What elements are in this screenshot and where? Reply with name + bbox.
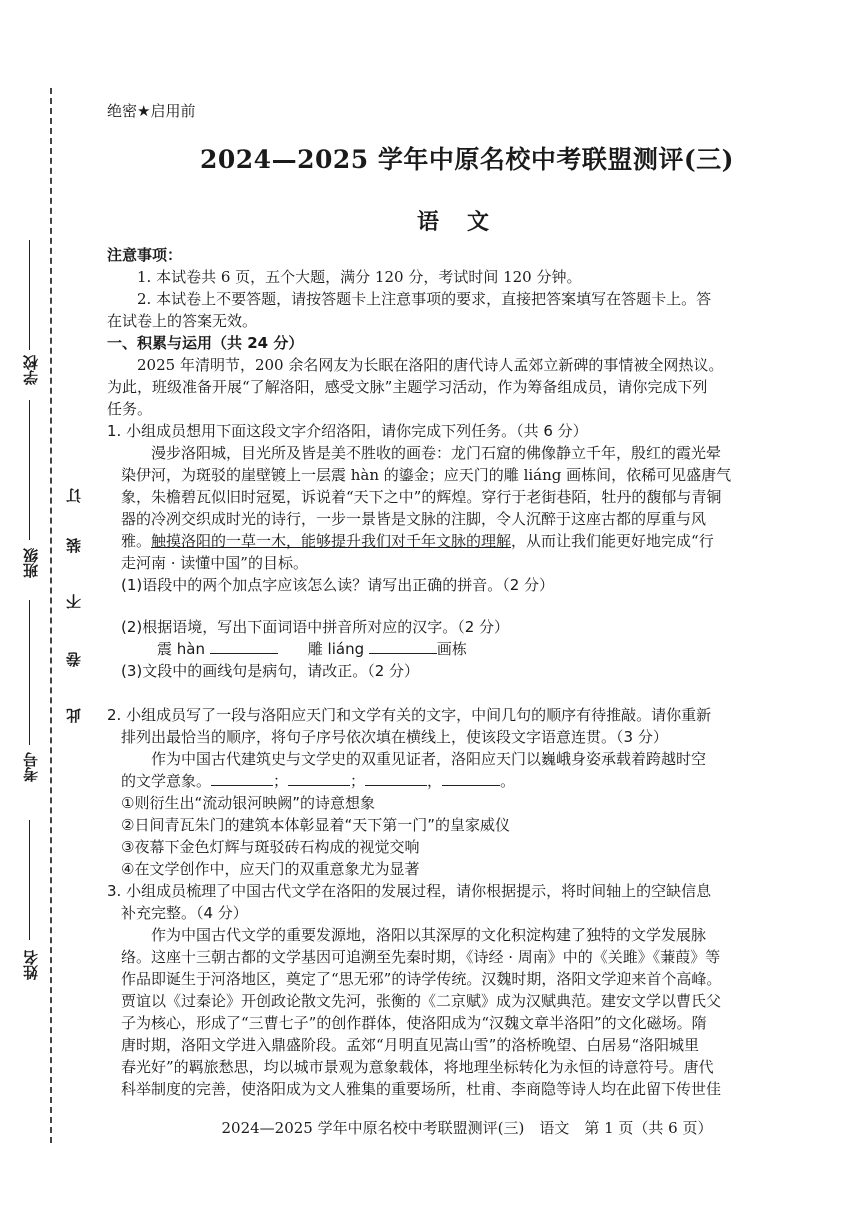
exam-title: 2024—2025 学年中原名校中考联盟测评(三) bbox=[199, 145, 735, 174]
page-footer: 2024—2025 学年中原名校中考联盟测评(三) 语文 第 1 页（共 6 页） bbox=[221, 1119, 713, 1137]
answer-blank bbox=[288, 785, 350, 786]
binding-dashed-line bbox=[50, 88, 52, 1143]
name-label: 姓名 bbox=[22, 950, 40, 980]
confidential-mark: 绝密★启用前 bbox=[107, 102, 196, 120]
q2-option: ③夜幕下金色灯辉与斑驳砖石构成的视觉交响 bbox=[121, 838, 420, 856]
question-2-stem: 排列出最恰当的顺序，将句子序号依次填在横线上，使该段文字语意连贯。（3 分） bbox=[121, 728, 668, 746]
q3-passage-line: 子为核心，形成了“三曹七子”的创作群体，使洛阳成为“汉魏文章半洛阳”的文化磁场。隋 bbox=[121, 1014, 707, 1032]
q1-passage-line: 器的冷冽交织成时光的诗行，一步一景皆是文脉的注脚，令人沉醉于这座古都的厚重与风 bbox=[121, 510, 707, 528]
question-3-stem: 补充完整。（4 分） bbox=[121, 904, 248, 922]
exam-number-blank bbox=[29, 600, 30, 745]
q2-option: ④在文学创作中，应天门的双重意象尤为显著 bbox=[121, 860, 420, 878]
class-blank bbox=[29, 400, 30, 540]
q2-option: ②日间青瓦朱门的建筑本体彰显着“天下第一门”的皇家威仪 bbox=[121, 816, 510, 834]
answer-blank bbox=[365, 785, 427, 786]
notice-item: 在试卷上的答案无效。 bbox=[107, 312, 258, 330]
notice-heading: 注意事项： bbox=[107, 246, 183, 264]
question-3-stem: 3. 小组成员梳理了中国古代文学在洛阳的发展过程，请你根据提示，将时间轴上的空缺信息 bbox=[107, 882, 712, 900]
q1-subquestion-1: (1)语段中的两个加点字应该怎么读？请写出正确的拼音。（2 分） bbox=[121, 576, 555, 594]
seal-char-ding: 订 bbox=[65, 488, 83, 503]
q1-passage-line: 染伊河，为斑驳的崖壁镀上一层震 hàn 的鎏金；应天门的雕 liáng 画栋间，依稀可见盛唐气 bbox=[121, 466, 732, 484]
q1-subquestion-3: (3)文段中的画线句是病句，请改正。（2 分） bbox=[121, 662, 420, 680]
q3-passage-line: 作为中国古代文学的重要发源地，洛阳以其深厚的文化积淀构建了独特的文学发展脉 bbox=[151, 926, 707, 944]
question-1-stem: 1. 小组成员想用下面这段文字介绍洛阳，请你完成下列任务。（共 6 分） bbox=[107, 422, 588, 440]
seal-char-zhuang: 装 bbox=[65, 538, 83, 553]
q3-passage-line: 贾谊以《过秦论》开创政论散文先河，张衡的《二京赋》成为汉赋典范。建安文学以曹氏父 bbox=[121, 992, 722, 1010]
q3-passage-line: 唐时期，洛阳文学进入鼎盛阶段。孟郊“月明直见嵩山雪”的洛桥晚望、白居易“洛阳城里 bbox=[121, 1036, 700, 1054]
class-label: 班级 bbox=[22, 548, 40, 578]
notice-item: 2. 本试卷上不要答题，请按答题卡上注意事项的要求，直接把答案填写在答题卡上。答 bbox=[137, 290, 712, 308]
exam-number-label: 考号 bbox=[22, 752, 40, 782]
section-heading: 一、积累与运用（共 24 分） bbox=[107, 334, 304, 352]
q1-passage-line-underlined: 雅。触摸洛阳的一草一木，能够提升我们对千年文脉的理解，从而让我们能更好地完成“行 bbox=[121, 532, 714, 550]
section-intro: 2025 年清明节，200 余名网友为长眠在洛阳的唐代诗人孟郊立新碑的事情被全网热议。 bbox=[137, 356, 724, 374]
q1-subquestion-2: (2)根据语境，写出下面词语中拼音所对应的汉字。（2 分） bbox=[121, 618, 510, 636]
name-blank bbox=[29, 820, 30, 940]
school-label: 学校 bbox=[22, 355, 40, 385]
subject-title: 语文 bbox=[416, 209, 517, 235]
q3-passage-line: 春光好”的羁旅愁思，均以城市景观为意象载体，将地理坐标转化为永恒的诗意符号。唐代 bbox=[121, 1058, 714, 1076]
seal-char-juan: 卷 bbox=[65, 652, 83, 667]
q2-passage-with-blanks: 的文学意象。 ； ； ， 。 bbox=[121, 772, 516, 790]
q1-passage-line: 漫步洛阳城，目光所及皆是美不胜收的画卷：龙门石窟的佛像静立千年，殷红的霞光晕 bbox=[151, 444, 722, 462]
answer-blank bbox=[210, 653, 278, 654]
notice-item: 1. 本试卷共 6 页，五个大题，满分 120 分，考试时间 120 分钟。 bbox=[137, 268, 582, 286]
seal-char-bu: 不 bbox=[65, 594, 83, 609]
underlined-sentence: 触摸洛阳的一草一木，能够提升我们对千年文脉的理解 bbox=[151, 532, 512, 550]
section-intro: 任务。 bbox=[107, 400, 153, 418]
q1-passage-line: 象，朱檐碧瓦似旧时冠冕，诉说着“天下之中”的辉煌。穿行于老街巷陌，牡丹的馥郁与青铜 bbox=[121, 488, 722, 506]
answer-blank bbox=[211, 785, 273, 786]
q3-passage-line: 络。这座十三朝古都的文学基因可追溯至先秦时期，《诗经 · 周南》中的《关雎》《蒹葭》等 bbox=[121, 948, 721, 966]
school-blank bbox=[29, 240, 30, 350]
seal-char-ci: 此 bbox=[65, 708, 83, 723]
answer-blank bbox=[369, 653, 437, 654]
answer-blank bbox=[442, 785, 500, 786]
q2-passage: 作为中国古代建筑史与文学史的双重见证者，洛阳应天门以巍峨身姿承载着跨越时空 bbox=[151, 750, 707, 768]
q2-option: ①则衍生出“流动银河映阙”的诗意想象 bbox=[121, 794, 375, 812]
q3-passage-line: 科举制度的完善，使洛阳成为文人雅集的重要场所，杜甫、李商隐等诗人均在此留下传世佳 bbox=[121, 1080, 722, 1098]
q3-passage-line: 作品即诞生于河洛地区，奠定了“思无邪”的诗学传统。汉魏时期，洛阳文学迎来首个高峰。 bbox=[121, 970, 722, 988]
q1-passage-line: 走河南 · 读懂中国”的目标。 bbox=[121, 554, 308, 572]
binding-margin bbox=[0, 0, 83, 1227]
section-intro: 为此，班级准备开展“了解洛阳，感受文脉”主题学习活动，作为筹备组成员，请你完成下列 bbox=[107, 378, 708, 396]
question-2-stem: 2. 小组成员写了一段与洛阳应天门和文学有关的文字，中间几句的顺序有待推敲。请你重新 bbox=[107, 706, 712, 724]
q1-fill-line: 震 hàn 雕 liáng 画栋 bbox=[157, 640, 467, 658]
